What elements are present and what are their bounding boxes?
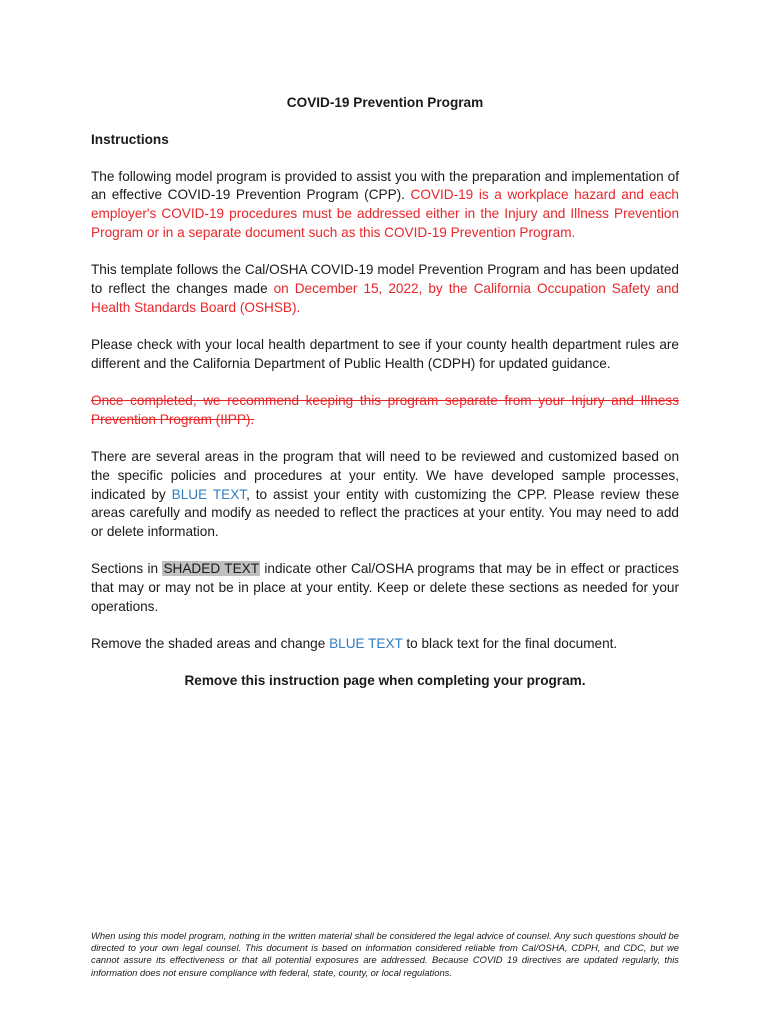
paragraph-customize: [91, 448, 679, 542]
intro-red-text: COVID-19 is a workplace hazard and each employer's COVID-19 procedures must be addressed either in the Injury and Illness Prevention Program or in a separate document such as this COVID-19 Prevention Program.: [91, 187, 679, 240]
intro-text: The following model program is provided to assist you with the preparation and implementation of an effective COVID-19 Prevention Program (CPP).: [91, 168, 679, 203]
document-body: [91, 94, 679, 691]
strikethrough-text: Once completed, we recommend keeping this program separate from your Injury and Illness Prevention Program (IIPP).: [91, 392, 679, 427]
paragraph-intro: [91, 168, 679, 243]
legal-disclaimer: When using this model program, nothing in the written material shall be considered the legal advice of counsel. Any such questions should be directed to your own legal counsel. This document is based on information considered reliable from Cal/OSHA, CDPH, and CDC, but we cannot assure its effectiveness or that all potential exposures are addressed. Because COVID 19 directives are updated regularly, this information does not ensure compliance with federal, state, county, or local regulations.: [91, 930, 679, 978]
remove-text-before: Remove the shaded areas and change: [91, 636, 330, 652]
template-text: This template follows the Cal/OSHA COVID-19 model Prevention Program and has been updated to reflect the changes made: [91, 262, 679, 296]
document-title: COVID-19 Prevention Program: [286, 95, 484, 110]
remove-text-after: to black text for the final document.: [402, 636, 618, 652]
customize-text-before: There are several areas in the program that will need to be reviewed and customized based on the specific policies and procedures at your entity. We have developed sample processes, indicated by: [91, 448, 679, 502]
remove-instruction-note: Remove this instruction page when completing your program.: [184, 673, 586, 689]
paragraph-strikethrough: [91, 392, 679, 430]
paragraph-shaded: [91, 560, 679, 616]
shaded-text-sample: SHADED TEXT: [163, 561, 260, 577]
blue-text-sample-2: BLUE TEXT: [329, 636, 403, 652]
template-red-text: on December 15, 2022, by the California Occupation Safety and Health Standards Board (OSHSB).: [91, 280, 679, 315]
shaded-text-before: Sections in: [91, 561, 163, 577]
blue-text-sample: BLUE TEXT: [171, 486, 247, 502]
paragraph-template: [91, 261, 679, 317]
customize-text-after: , to assist your entity with customizing the CPP. Please review these areas carefully and modify as needed to reflect the practices at your entity. You may need to add or delete information.: [91, 486, 680, 540]
paragraph-health-dept: Please check with your local health department to see if your county health department rules are different and the California Department of Public Health (CDPH) for updated guidance.: [91, 336, 679, 371]
paragraph-remove-shaded: [91, 635, 679, 654]
instructions-heading: Instructions: [91, 131, 169, 147]
shaded-text-after: indicate other Cal/OSHA programs that may be in effect or practices that may or may not be in place at your entity. Keep or delete these sections as needed for your operations.: [91, 561, 679, 614]
